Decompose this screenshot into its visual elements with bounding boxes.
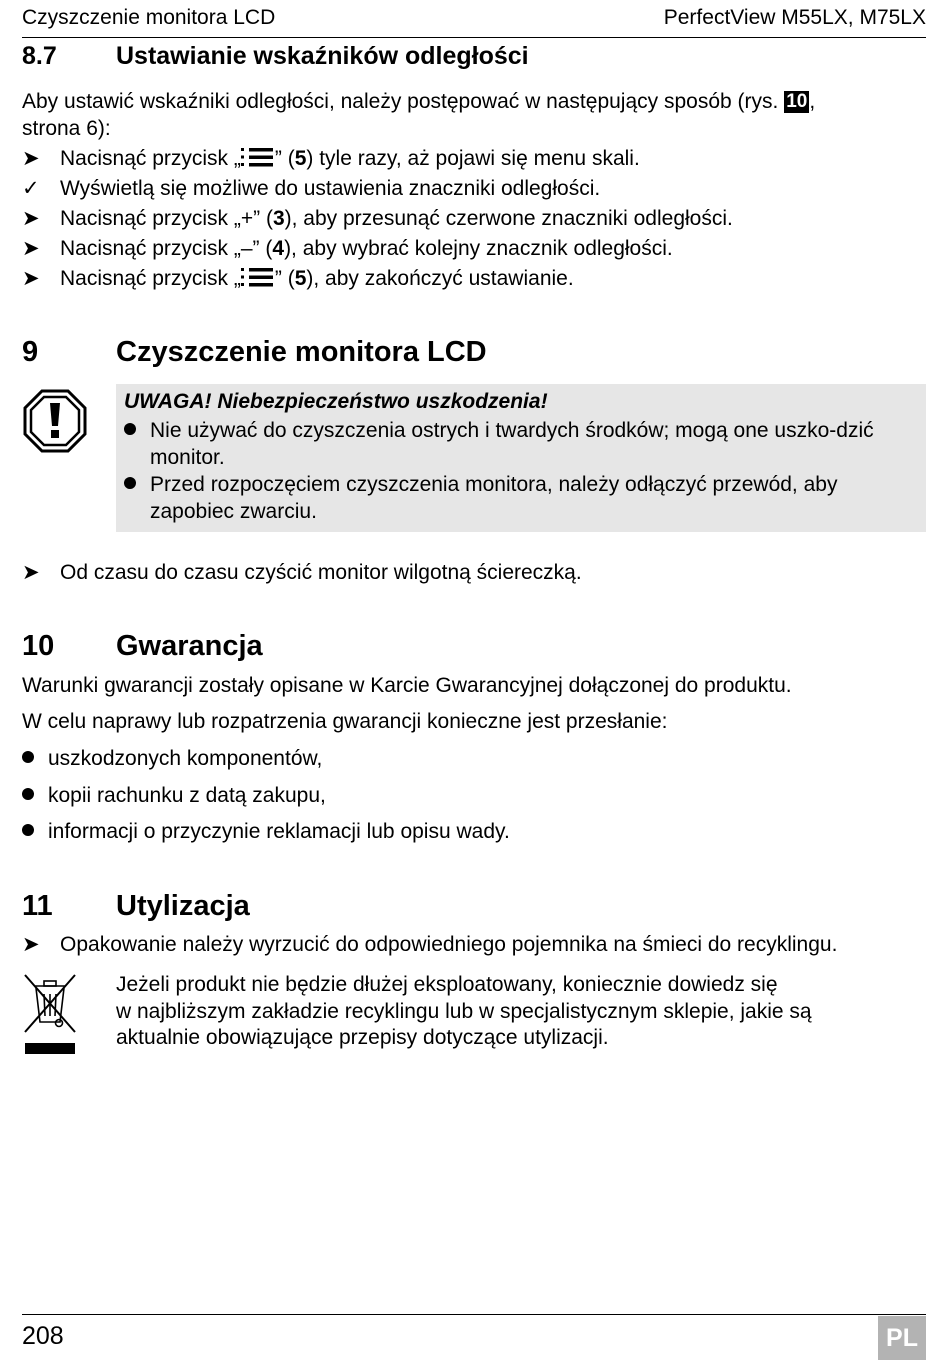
step-text: ” (: [274, 147, 295, 170]
step-text: ), aby przesunąć czerwone znaczniki odległości.: [284, 207, 733, 230]
instruction-step: [22, 931, 837, 958]
running-header-right: PerfectView M55LX, M75LX: [663, 6, 926, 29]
list-item-text: kopii rachunku z datą zakupu,: [48, 784, 326, 807]
warning-item-text: Nie używać do czyszczenia ostrych i twardych środków; mogą one uszko-dzić monitor.: [150, 419, 874, 469]
arrow-marker: ➤: [22, 147, 40, 170]
list-item-text: informacji o przyczynie reklamacji lub opisu wady.: [48, 820, 510, 843]
step-text: Nacisnąć przycisk „: [60, 267, 241, 290]
step-number: 5: [294, 267, 307, 290]
step-number: 3: [272, 207, 285, 230]
arrow-marker: ➤: [22, 207, 40, 230]
menu-list-icon: [241, 146, 275, 168]
disposal-note-line: aktualnie obowiązujące przepisy dotyczące utylizacji.: [116, 1026, 609, 1049]
section-title: Czyszczenie monitora LCD: [116, 336, 487, 368]
bullet-dot-icon: [22, 788, 34, 800]
arrow-marker: ➤: [22, 237, 40, 260]
list-item: [22, 818, 510, 845]
section-title: Utylizacja: [116, 890, 250, 922]
disposal-note-line: w najbliższym zakładzie recyklingu lub w specjalistycznym sklepie, jakie są: [116, 1000, 812, 1023]
step-text: Wyświetlą się możliwe do ustawienia znaczniki odległości.: [60, 177, 601, 200]
section-number: 11: [22, 890, 53, 922]
language-tab: PL: [878, 1316, 926, 1360]
warning-item: [124, 417, 874, 469]
list-item: [22, 745, 322, 772]
header-rule: [22, 37, 926, 38]
arrow-marker: ➤: [22, 561, 40, 584]
intro-paragraph-line2: strona 6):: [22, 117, 111, 140]
warning-box: [116, 384, 926, 532]
section-heading-11: [22, 890, 250, 923]
list-item: [22, 782, 326, 809]
menu-list-icon: [241, 266, 275, 288]
section-title: Gwarancja: [116, 630, 263, 662]
step-text: Opakowanie należy wyrzucić do odpowiedniego pojemnika na śmieci do recyklingu.: [60, 933, 838, 956]
warranty-paragraph: W celu naprawy lub rozpatrzenia gwarancji konieczne jest przesłanie:: [22, 710, 668, 733]
instruction-step: [22, 265, 574, 292]
running-header-left: Czyszczenie monitora LCD: [22, 6, 276, 29]
warning-item-text: Przed rozpoczęciem czyszczenia monitora, należy odłączyć przewód, aby zapobiec zwarciu.: [150, 473, 838, 523]
exclamation-octagon-icon: [22, 388, 88, 454]
check-marker: ✓: [22, 177, 40, 200]
section-number: 9: [22, 336, 39, 368]
step-number: 5: [294, 147, 307, 170]
arrow-marker: ➤: [22, 933, 40, 956]
result-step: [22, 175, 600, 202]
section-heading-10: [22, 630, 263, 663]
section-number: 8.7: [22, 42, 57, 70]
warning-item: [124, 471, 838, 523]
bullet-dot-icon: [124, 477, 136, 489]
bullet-dot-icon: [124, 423, 136, 435]
bullet-dot-icon: [22, 751, 34, 763]
bullet-dot-icon: [22, 824, 34, 836]
page-number: 208: [22, 1322, 64, 1350]
intro-paragraph: [22, 88, 815, 115]
instruction-step: [22, 559, 582, 586]
step-text: ), aby wybrać kolejny znacznik odległości.: [284, 237, 673, 260]
step-text: Nacisnąć przycisk „–” (: [60, 237, 273, 260]
step-number: 4: [272, 237, 285, 260]
list-item-text: uszkodzonych komponentów,: [48, 747, 323, 770]
section-title: Ustawianie wskaźników odległości: [116, 42, 529, 70]
section-number: 10: [22, 630, 55, 662]
disposal-note-line: Jeżeli produkt nie będzie dłużej eksploatowany, koniecznie dowiedz się: [116, 973, 778, 996]
intro-text: Aby ustawić wskaźniki odległości, należy postępować w następujący sposób (rys.: [22, 90, 779, 113]
instruction-step: [22, 205, 733, 232]
step-text: ” (: [274, 267, 295, 290]
footer-rule: [22, 1314, 926, 1315]
instruction-step: [22, 235, 673, 262]
step-text: Od czasu do czasu czyścić monitor wilgotną ściereczką.: [60, 561, 582, 584]
section-heading-8-7: [22, 42, 529, 71]
instruction-step: [22, 145, 640, 172]
figure-reference: 10: [786, 91, 808, 112]
step-text: ), aby zakończyć ustawianie.: [306, 267, 574, 290]
arrow-marker: ➤: [22, 267, 40, 290]
step-text: Nacisnąć przycisk „+” (: [60, 207, 273, 230]
section-heading-9: [22, 336, 487, 369]
warning-title: UWAGA! Niebezpieczeństwo uszkodzenia!: [124, 390, 548, 413]
intro-comma: ,: [809, 90, 816, 113]
step-text: ) tyle razy, aż pojawi się menu skali.: [306, 147, 640, 170]
crossed-out-wheelie-bin-icon: [22, 972, 78, 1058]
warranty-paragraph: Warunki gwarancji zostały opisane w Karcie Gwarancyjnej dołączonej do produktu.: [22, 674, 792, 697]
step-text: Nacisnąć przycisk „: [60, 147, 241, 170]
